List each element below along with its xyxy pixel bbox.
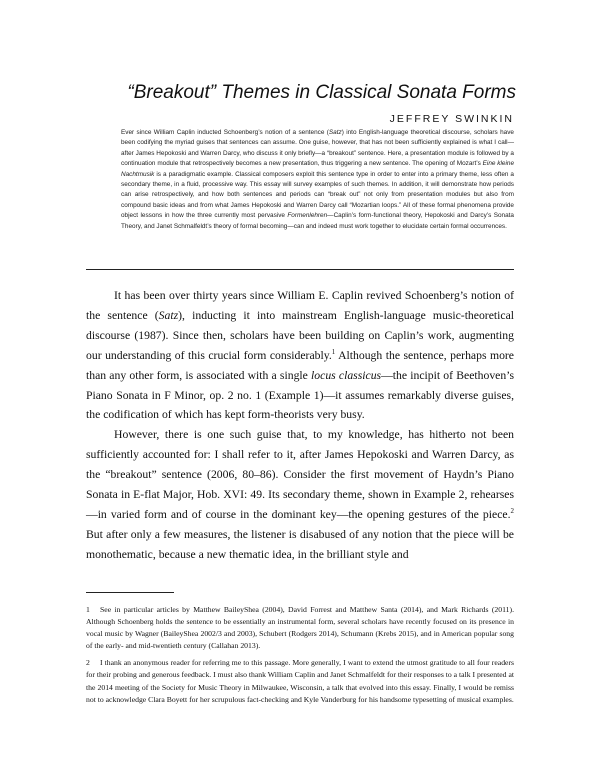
body-paragraph-2	[86, 425, 514, 564]
footnote-number: 2	[86, 658, 90, 668]
footnote-ref-1[interactable]: 1	[331, 347, 336, 356]
abstract-divider	[86, 269, 514, 270]
abstract-italic: Eine kleine Nachtmusik	[121, 160, 514, 178]
body-italic: Satz	[158, 308, 179, 322]
body-text-run: —the incipit of Beethoven’s Piano Sonata in F Minor, op. 2 no. 1 (Example 1)—it assumes remarkably diverse guises, the codification of which has kept form-theorists very busy.	[86, 368, 515, 422]
body-text	[86, 286, 514, 565]
abstract-italic: Formenlehren	[287, 212, 328, 220]
body-text-run: It has been over thirty years since William E. Caplin revived Schoenberg’s notion of the sentence (	[86, 289, 514, 322]
footnote-text: I thank an anonymous reader for referring me to this passage. More generally, I want to extend the utmost gratitude to all four readers for their probing and generous feedback. I must also thank William Caplin and Janet Schmalfeldt for their responses to a talk I presented at the 2014 meeting of the Society for Music Theory in Milwaukee, Wisconsin, a talk that evolved into this essay. Finally, I would be remiss not to acknowledge Clara Boyett for her scrupulous fact-checking and Kyle Vanderburg for his handsome typesetting of musical examples.	[86, 658, 514, 704]
abstract	[121, 128, 514, 232]
footnote-ref-2[interactable]: 2	[510, 507, 514, 516]
body-text-run: Although the sentence, perhaps more than any other form, is associated with a single	[86, 348, 514, 382]
body-text-run: ), inducting it into mainstream English-language music-theoretical discourse (1987). Since then, scholars have been building on Caplin’s work, augmenting our understanding of this crucial form considerably.	[86, 308, 515, 362]
body-text-run: But after only a few measures, the listener is disabused of any notion that the piece will be monothematic, because a new thematic idea, in the brilliant style and	[86, 527, 514, 561]
author-name: JEFFREY SWINKIN	[389, 113, 514, 125]
body-text-run: However, there is one such guise that, to my knowledge, has hitherto not been sufficiently accounted for: I shall refer to it, after James Hepokoski and Warren Darcy, as the “breakout” sentence (2006, 80–86). Consider the first movement of Haydn’s Piano Sonata in E-flat Major, Hob. XVI: 49. Its secondary theme, shown in Example 2, rehearses—in varied form and of course in the dominant key—the opening gestures of the piece.	[86, 428, 514, 521]
abstract-text: ) into English-language theoretical discourse, scholars have been codifying the myriad guises that sentences can assume. One guise, however, that has not been sufficiently explained is what I call—after James Hepokoski and Warren Darcy, who discuss it only briefly—a “breakout” sentence. Here, a presentation module is followed by a continuation module that retrospectively becomes a new presentation, thus triggering a new sentence. The opening of Mozart’s	[121, 129, 514, 168]
footnote-number: 1	[86, 605, 90, 614]
abstract-italic: Satz	[328, 129, 342, 136]
footnote-divider	[86, 592, 174, 593]
footnote-2	[86, 657, 514, 705]
abstract-text: —Caplin’s form-functional theory, Hepokoski and Darcy’s Sonata Theory, and Janet Schmalfeldt’s theory of formal becoming—can and indeed must work together to elucidate certain formal occurrences.	[121, 212, 514, 230]
body-paragraph-1	[86, 286, 514, 425]
abstract-text: is a paradigmatic example. Classical composers exploit this sentence type in order to enter into a primary theme, less often a secondary theme, in a fluid, processive way. This essay will survey examples of such themes. In addition, it will demonstrate how periods can arise retrospectively, and how both sentences and periods can “break out” not only from presentation modules but also from compound basic ideas and from what James Hepokoski and Warren Darcy call “Mozartian loops.” All of these formal phenomena provide object lessons in how the three currently most pervasive	[121, 170, 514, 220]
footnotes	[86, 604, 514, 711]
body-italic: locus classicus	[311, 368, 382, 382]
abstract-paragraph	[121, 128, 514, 232]
footnote-1	[86, 604, 514, 652]
footnote-text: See in particular articles by Matthew BaileyShea (2004), David Forrest and Matthew Santa (2014), and Mark Richards (2011). Although Schoenberg holds the sentence to be essentially an instrumental form, several scholars have recently focused on its presence in vocal music by Wagner (BaileyShea 2002/3 and 2003), Schubert (Rodgers 2014), Schumann (Krebs 2015), and in American popular song of the early- and mid-twentieth century (Callahan 2013).	[86, 605, 514, 651]
abstract-text: Ever since William Caplin inducted Schoenberg’s notion of a sentence (	[121, 129, 329, 136]
article-title: “Breakout” Themes in Classical Sonata Forms	[127, 82, 516, 103]
